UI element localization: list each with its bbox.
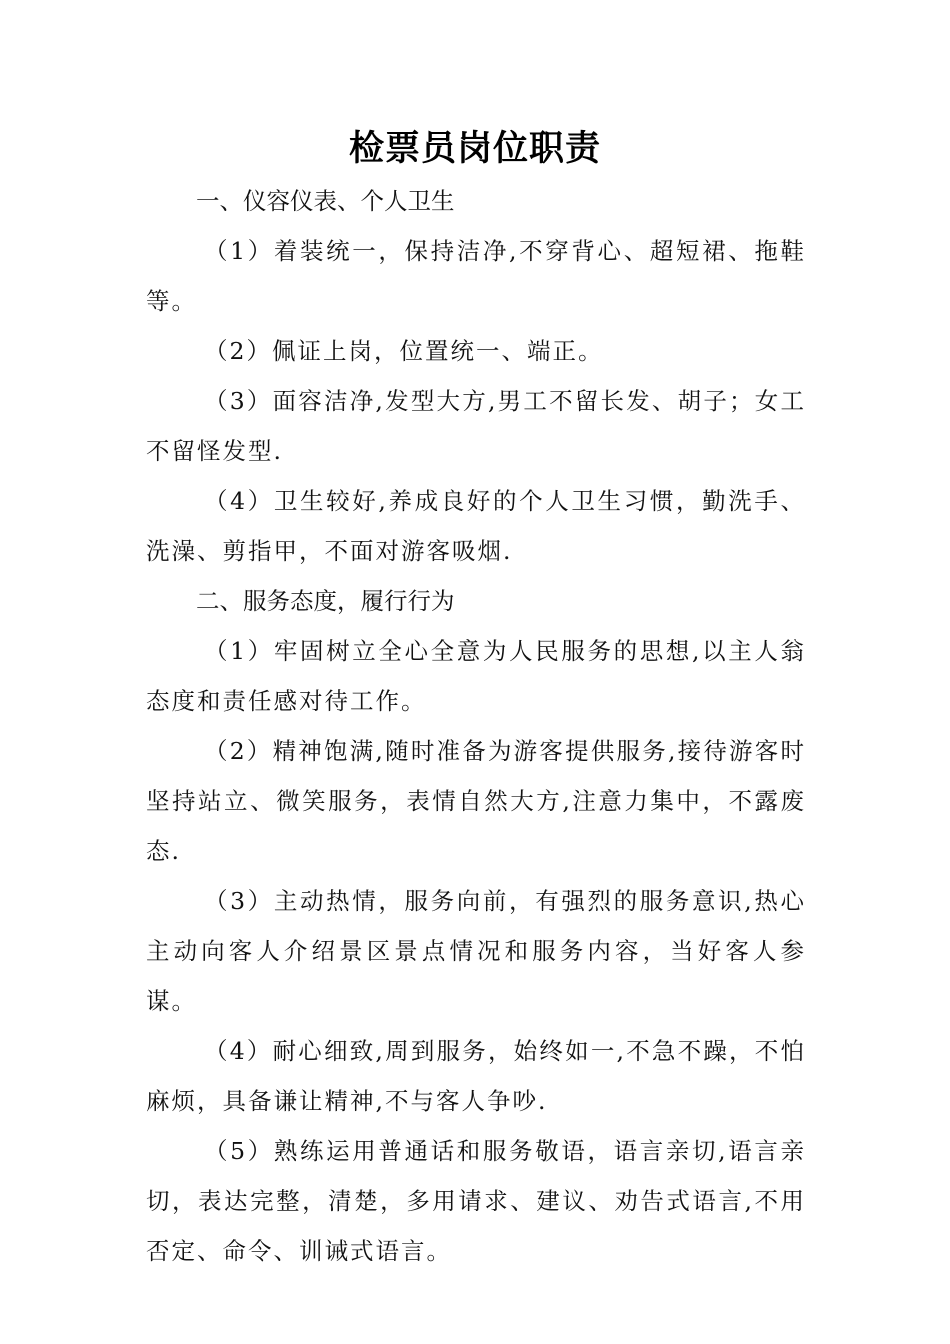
section-2-item-2: （2）精神饱满,随时准备为游客提供服务,接待游客时坚持站立、微笑服务，表情自然大方,注意力集中，不露废态. <box>146 737 806 865</box>
section-1-item-3: （3）面容洁净,发型大方,男工不留长发、胡子；女工不留怪发型. <box>146 387 806 465</box>
section-2-item-5: （5）熟练运用普通话和服务敬语，语言亲切,语言亲切，表达完整，清楚，多用请求、建议、劝告式语言,不用否定、命令、训诫式语言。 <box>146 1137 806 1265</box>
section-1-item-1: （1）着装统一，保持洁净,不穿背心、超短裙、拖鞋等。 <box>146 237 806 315</box>
section-heading-2: 二、服务态度，履行行为 <box>196 587 455 615</box>
section-1-item-2: （2）佩证上岗，位置统一、端正。 <box>204 337 604 365</box>
section-2-item-1: （1）牢固树立全心全意为人民服务的思想,以主人翁态度和责任感对待工作。 <box>146 637 806 715</box>
section-heading-1: 一、仪容仪表、个人卫生 <box>196 187 455 215</box>
section-1-item-4: （4）卫生较好,养成良好的个人卫生习惯，勤洗手、洗澡、剪指甲，不面对游客吸烟. <box>146 487 806 565</box>
document-title: 检票员岗位职责 <box>348 128 601 169</box>
section-2-item-3: （3）主动热情，服务向前，有强烈的服务意识,热心主动向客人介绍景区景点情况和服务内容，当好客人参谋。 <box>146 887 806 1015</box>
document-body <box>146 176 806 1276</box>
section-2-item-4: （4）耐心细致,周到服务，始终如一,不急不躁，不怕麻烦，具备谦让精神,不与客人争吵. <box>146 1037 806 1115</box>
